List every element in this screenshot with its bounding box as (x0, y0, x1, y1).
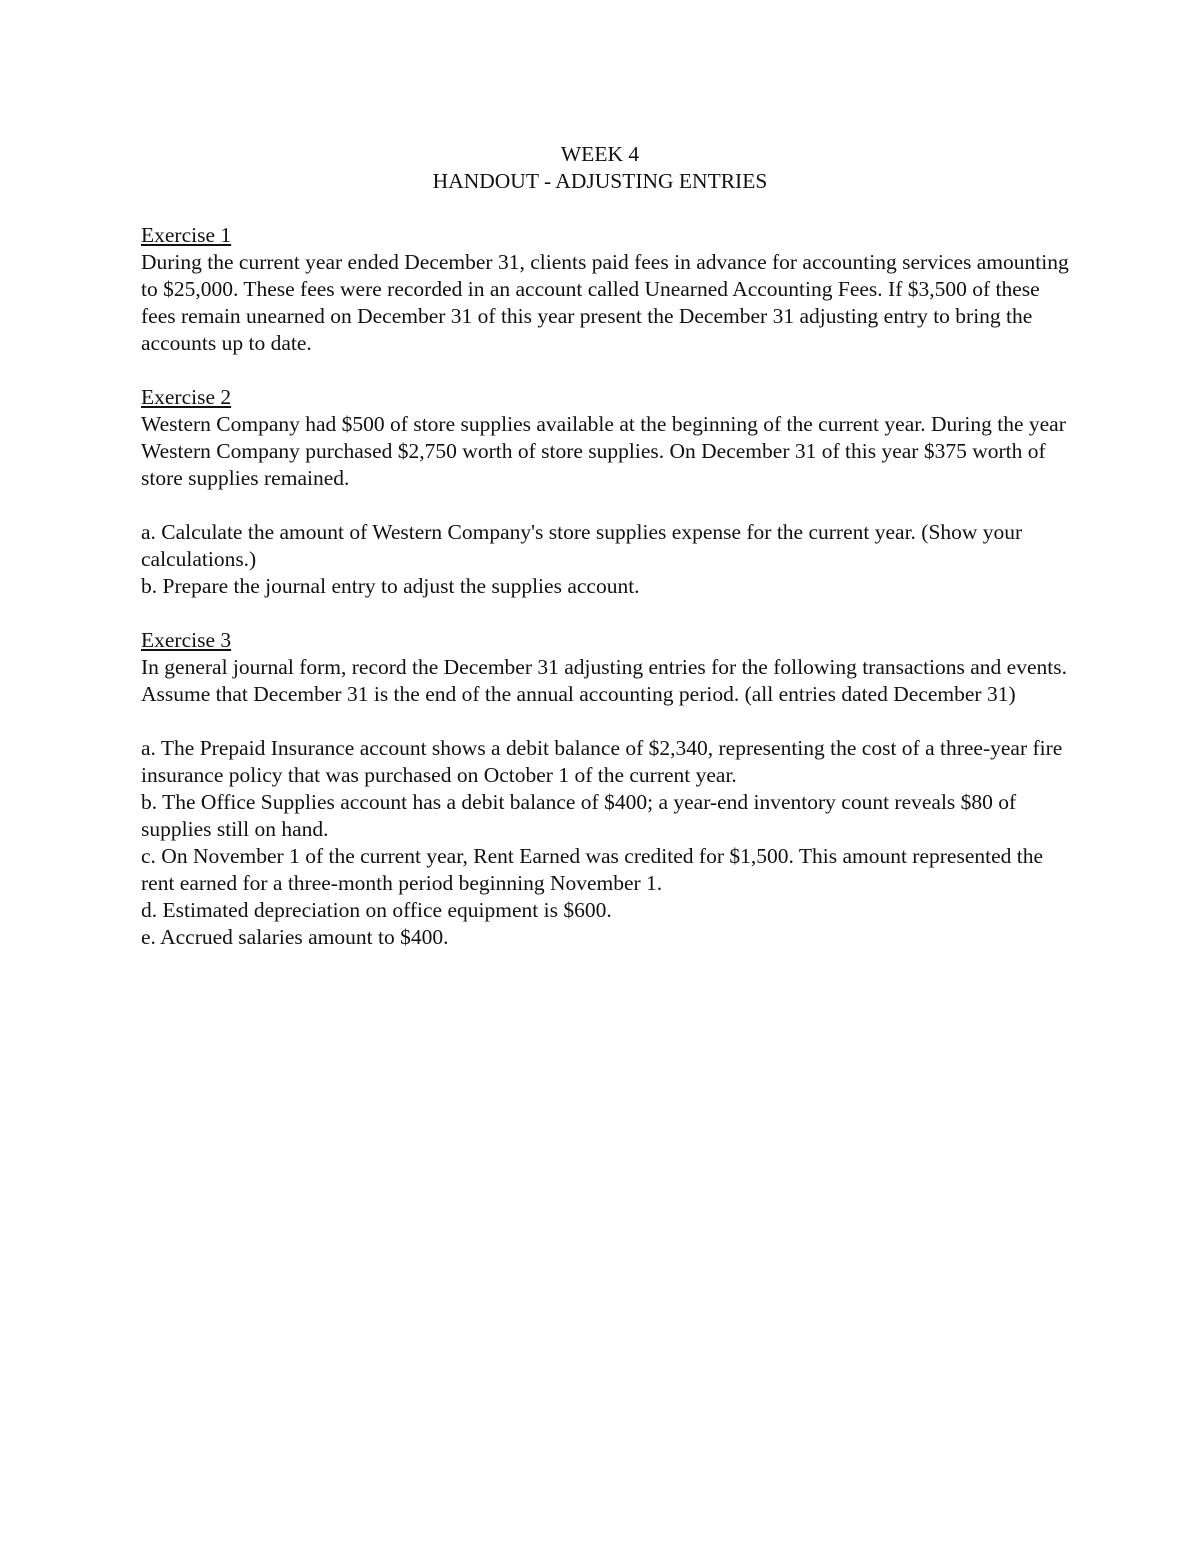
exercise-1 (141, 222, 1071, 357)
exercise-2 (141, 384, 1071, 600)
week-label: WEEK 4 (560, 142, 640, 166)
exercise-3-item-a: a. The Prepaid Insurance account shows a debit balance of $2,340, representing the cost of a three-year fire insurance policy that was purchased on October 1 of the current year. (141, 736, 1063, 787)
exercise-2-item-b: b. Prepare the journal entry to adjust the supplies account. (141, 574, 640, 598)
exercise-3-text: In general journal form, record the December 31 adjusting entries for the following transactions and events. Assume that December 31 is the end of the annual accounting period. (all entries dated December 31) (141, 655, 1067, 706)
exercise-2-item-a: a. Calculate the amount of Western Company's store supplies expense for the current year. (Show your calculations.) (141, 520, 1023, 571)
exercise-1-text: During the current year ended December 31, clients paid fees in advance for accounting services amounting to $25,000. These fees were recorded in an account called Unearned Accounting Fees. If $3,500 of these fees remain unearned on December 31 of this year present the December 31 adjusting entry to bring the accounts up to date. (141, 250, 1069, 355)
exercise-2-items (141, 519, 1071, 600)
exercise-3-item-b: b. The Office Supplies account has a debit balance of $400; a year-end inventory count reveals $80 of supplies still on hand. (141, 790, 1017, 841)
exercise-3-item-d: d. Estimated depreciation on office equipment is $600. (141, 898, 612, 922)
exercise-1-title: Exercise 1 (141, 223, 232, 247)
exercise-2-text: Western Company had $500 of store supplies available at the beginning of the current year. During the year Western Company purchased $2,750 worth of store supplies. On December 31 of this year $375 worth of store supplies remained. (141, 412, 1066, 490)
exercise-3-title: Exercise 3 (141, 628, 232, 652)
exercise-3 (141, 627, 1071, 951)
exercise-2-title: Exercise 2 (141, 385, 232, 409)
exercise-3-item-e: e. Accrued salaries amount to $400. (141, 925, 449, 949)
exercise-3-item-c: c. On November 1 of the current year, Rent Earned was credited for $1,500. This amount represented the rent earned for a three-month period beginning November 1. (141, 844, 1044, 895)
handout-title: HANDOUT - ADJUSTING ENTRIES (432, 169, 768, 193)
document-page (141, 141, 1071, 951)
document-header (0, 141, 1200, 195)
exercise-3-items (141, 735, 1071, 951)
